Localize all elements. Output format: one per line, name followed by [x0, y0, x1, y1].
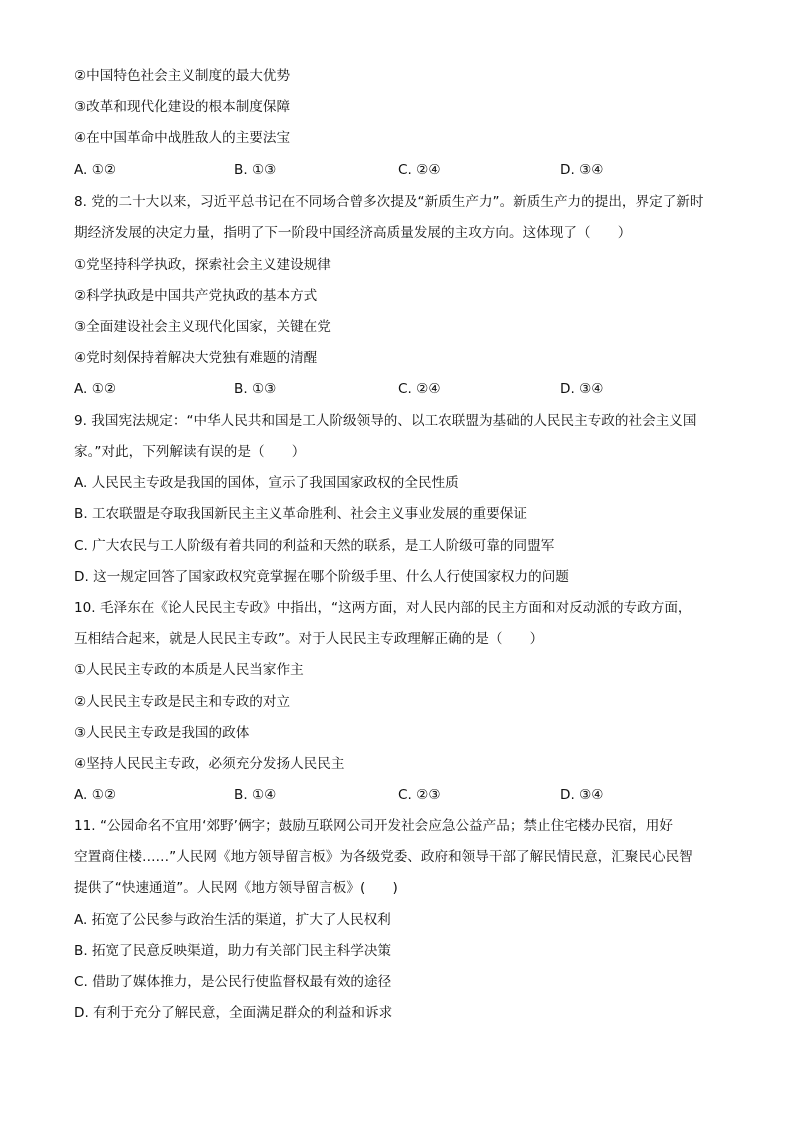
q7-statement-3: ③改革和现代化建设的根本制度保障: [74, 99, 291, 115]
q8-option-c: C. ②④: [398, 381, 441, 397]
q9-option-d: D. 这一规定回答了国家政权究竟掌握在哪个阶级手里、什么人行使国家权力的问题: [74, 569, 569, 585]
q8-stem-line-2: 期经济发展的决定力量，指明了下一阶段中国经济高质量发展的主攻方向。这体现了（ ）: [74, 225, 632, 241]
q10-option-b: B. ①④: [234, 787, 277, 803]
q10-statement-1: ①人民民主专政的本质是人民当家作主: [74, 662, 304, 678]
q10-stem-line-1: 10. 毛泽东在《论人民民主专政》中指出，“这两方面，对人民内部的民主方面和对反动派的专政方面，: [74, 600, 692, 616]
q11-stem-line-3: 提供了“快速通道”。人民网《地方领导留言板》( ): [74, 880, 398, 896]
q8-stem-line-1: 8. 党的二十大以来，习近平总书记在不同场合曾多次提及“新质生产力”。新质生产力的提出，界定了新时: [74, 194, 704, 210]
q10-stem-line-2: 互相结合起来，就是人民民主专政”。对于人民民主专政理解正确的是（ ）: [74, 631, 544, 647]
q8-statement-4: ④党时刻保持着解决大党独有难题的清醒: [74, 350, 318, 366]
q7-option-d: D. ③④: [560, 162, 604, 178]
q10-option-a: A. ①②: [74, 787, 117, 803]
q8-statement-2: ②科学执政是中国共产党执政的基本方式: [74, 288, 318, 304]
q7-statement-2: ②中国特色社会主义制度的最大优势: [74, 68, 291, 84]
q7-option-a: A. ①②: [74, 162, 117, 178]
q7-option-b: B. ①③: [234, 162, 277, 178]
q11-option-d: D. 有利于充分了解民意，全面满足群众的利益和诉求: [74, 1005, 393, 1021]
q10-options: [74, 785, 734, 805]
q10-statement-2: ②人民民主专政是民主和专政的对立: [74, 694, 291, 710]
q11-option-c: C. 借助了媒体推力，是公民行使监督权最有效的途径: [74, 974, 392, 990]
q10-option-c: C. ②③: [398, 787, 441, 803]
q10-statement-4: ④坚持人民民主专政，必须充分发扬人民民主: [74, 756, 345, 772]
q7-option-c: C. ②④: [398, 162, 441, 178]
q9-option-a: A. 人民民主专政是我国的国体，宣示了我国国家政权的全民性质: [74, 475, 459, 491]
q8-option-a: A. ①②: [74, 381, 117, 397]
q8-statement-3: ③全面建设社会主义现代化国家，关键在党: [74, 319, 331, 335]
q11-option-b: B. 拓宽了民意反映渠道，助力有关部门民主科学决策: [74, 943, 392, 959]
q10-statement-3: ③人民民主专政是我国的政体: [74, 725, 250, 741]
q8-option-b: B. ①③: [234, 381, 277, 397]
q7-options: [74, 160, 734, 180]
q11-stem-line-2: 空置商住楼……”人民网《地方领导留言板》为各级党委、政府和领导干部了解民情民意，汇聚民心民智: [74, 849, 693, 865]
q10-option-d: D. ③④: [560, 787, 604, 803]
q9-option-b: B. 工农联盟是夺取我国新民主主义革命胜利、社会主义事业发展的重要保证: [74, 506, 527, 522]
q9-stem-line-2: 家。”对此，下列解读有误的是（ ）: [74, 444, 306, 460]
q9-stem-line-1: 9. 我国宪法规定：“中华人民共和国是工人阶级领导的、以工农联盟为基础的人民民主专政的社会主义国: [74, 413, 697, 429]
q11-option-a: A. 拓宽了公民参与政治生活的渠道，扩大了人民权利: [74, 912, 391, 928]
q7-statement-4: ④在中国革命中战胜敌人的主要法宝: [74, 130, 291, 146]
q8-statement-1: ①党坚持科学执政，探索社会主义建设规律: [74, 257, 331, 273]
q8-option-d: D. ③④: [560, 381, 604, 397]
q11-stem-line-1: 11. “公园命名不宜用‘郊野’俩字；鼓励互联网公司开发社会应急公益产品；禁止住宅楼办民宿，用好: [74, 818, 673, 834]
q9-option-c: C. 广大农民与工人阶级有着共同的利益和天然的联系，是工人阶级可靠的同盟军: [74, 538, 555, 554]
q8-options: [74, 379, 734, 399]
